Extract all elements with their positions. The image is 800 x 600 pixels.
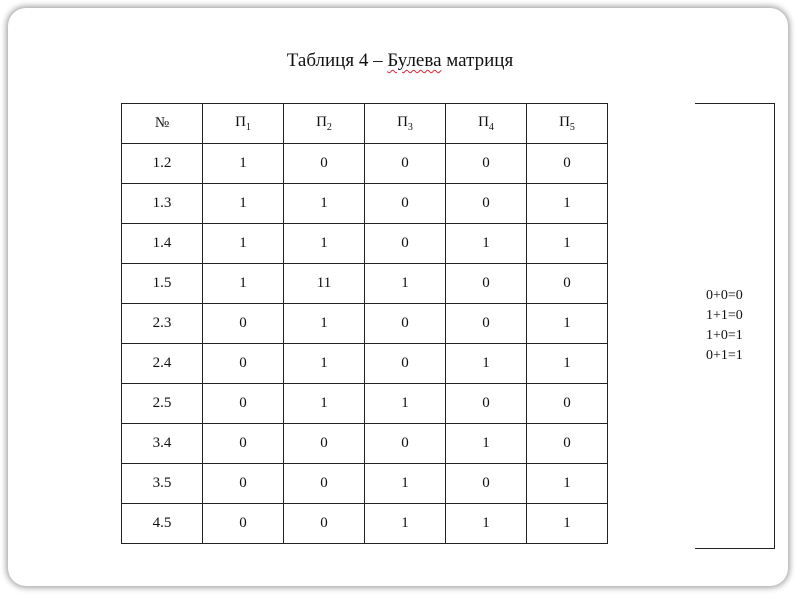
row-id-cell: 1.3 (122, 184, 203, 224)
header-letter: П (397, 114, 408, 130)
header-subscript: 3 (407, 122, 413, 133)
value-cell: 1 (527, 184, 608, 224)
value-cell: 1 (365, 464, 446, 504)
value-cell: 0 (527, 384, 608, 424)
row-id-cell: 3.4 (122, 424, 203, 464)
value-cell: 1 (527, 504, 608, 544)
value-cell: 0 (203, 304, 284, 344)
value-cell: 1 (284, 224, 365, 264)
value-cell: 1 (203, 264, 284, 304)
value-cell: 0 (365, 144, 446, 184)
value-cell: 1 (365, 264, 446, 304)
value-cell: 0 (446, 304, 527, 344)
rule-line: 0+1=1 (706, 348, 743, 363)
header-letter: П (235, 114, 246, 130)
row-id-cell: 2.4 (122, 344, 203, 384)
header-p4 (446, 104, 527, 144)
header-subscript: 4 (488, 122, 494, 133)
value-cell: 1 (284, 384, 365, 424)
value-cell: 1 (365, 504, 446, 544)
value-cell: 1 (527, 224, 608, 264)
value-cell: 1 (527, 464, 608, 504)
header-corner-cell: № (122, 104, 203, 144)
value-cell: 1 (446, 344, 527, 384)
value-cell: 0 (365, 224, 446, 264)
value-cell: 0 (284, 424, 365, 464)
value-cell: 0 (203, 384, 284, 424)
value-cell: 0 (365, 424, 446, 464)
table-row (122, 424, 608, 464)
row-id-cell: 4.5 (122, 504, 203, 544)
xor-rules (706, 286, 743, 366)
value-cell: 0 (203, 504, 284, 544)
table-row (122, 184, 608, 224)
table-row (122, 264, 608, 304)
value-cell: 1 (284, 184, 365, 224)
table-row (122, 464, 608, 504)
row-id-cell: 1.5 (122, 264, 203, 304)
header-letter: П (316, 114, 327, 130)
header-row (122, 104, 608, 144)
value-cell: 1 (527, 304, 608, 344)
value-cell: 1 (284, 304, 365, 344)
value-cell: 0 (284, 504, 365, 544)
value-cell: 0 (203, 424, 284, 464)
value-cell: 1 (365, 384, 446, 424)
value-cell: 11 (284, 264, 365, 304)
header-p5 (527, 104, 608, 144)
value-cell: 0 (446, 464, 527, 504)
header-p2 (284, 104, 365, 144)
table-body (122, 144, 608, 544)
row-id-cell: 2.3 (122, 304, 203, 344)
value-cell: 0 (203, 344, 284, 384)
row-id-cell: 1.2 (122, 144, 203, 184)
row-id-cell: 2.5 (122, 384, 203, 424)
value-cell: 0 (365, 344, 446, 384)
value-cell: 0 (365, 304, 446, 344)
value-cell: 1 (203, 144, 284, 184)
value-cell: 1 (446, 504, 527, 544)
value-cell: 0 (527, 264, 608, 304)
table-caption (0, 50, 800, 72)
value-cell: 0 (527, 424, 608, 464)
rule-line: 0+0=0 (706, 288, 743, 303)
table-row (122, 344, 608, 384)
header-subscript: 2 (326, 122, 332, 133)
header-p3 (365, 104, 446, 144)
boolean-matrix-table (121, 103, 608, 544)
table-row (122, 224, 608, 264)
rule-line: 1+1=0 (706, 308, 743, 323)
value-cell: 0 (527, 144, 608, 184)
header-subscript: 5 (569, 122, 575, 133)
table-row (122, 144, 608, 184)
table-row (122, 384, 608, 424)
value-cell: 1 (203, 184, 284, 224)
value-cell: 0 (284, 144, 365, 184)
header-letter: П (478, 114, 489, 130)
value-cell: 0 (446, 264, 527, 304)
table-row (122, 504, 608, 544)
rule-line: 1+0=1 (706, 328, 743, 343)
header-letter: П (559, 114, 570, 130)
value-cell: 0 (203, 464, 284, 504)
caption-underlined-word: Булева (387, 50, 442, 71)
value-cell: 1 (284, 344, 365, 384)
value-cell: 0 (446, 384, 527, 424)
header-subscript: 1 (245, 122, 251, 133)
caption-suffix: матриця (441, 50, 514, 71)
value-cell: 0 (446, 184, 527, 224)
value-cell: 1 (446, 224, 527, 264)
row-id-cell: 3.5 (122, 464, 203, 504)
table-row (122, 304, 608, 344)
value-cell: 1 (203, 224, 284, 264)
row-id-cell: 1.4 (122, 224, 203, 264)
value-cell: 1 (446, 424, 527, 464)
header-p1 (203, 104, 284, 144)
value-cell: 0 (446, 144, 527, 184)
value-cell: 0 (365, 184, 446, 224)
value-cell: 1 (527, 344, 608, 384)
caption-prefix: Таблиця 4 – (286, 50, 388, 71)
value-cell: 0 (284, 464, 365, 504)
